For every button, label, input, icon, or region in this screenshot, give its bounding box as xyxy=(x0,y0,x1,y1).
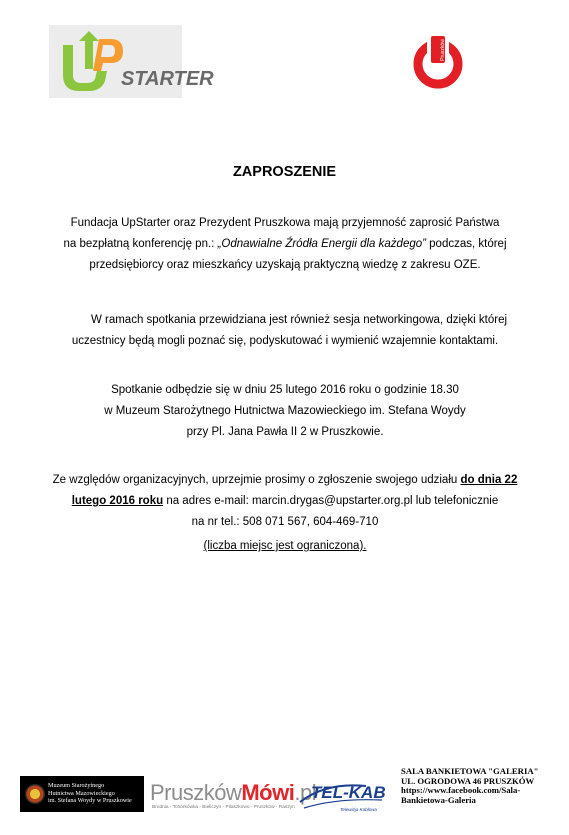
telkab-wordmark: TEL-KAB xyxy=(311,783,386,802)
pm-domain: .pl xyxy=(294,780,317,805)
registration-paragraph xyxy=(50,470,520,533)
event-address-line: przy Pl. Jana Pawła II 2 w Pruszkowie. xyxy=(186,426,384,438)
telkab-logo xyxy=(296,778,388,818)
pm-word-2: Mówi xyxy=(241,780,295,805)
networking-line-1: W ramach spotkania przewidziana jest również sesja networkingowa, dzięki której xyxy=(90,314,508,326)
sala-line-2: UL. OGRODOWA 46 PRUSZKÓW xyxy=(401,775,535,786)
pruszkow-logo xyxy=(410,30,466,90)
registration-line-1 xyxy=(50,470,520,491)
intro-line-2-end: podczas, której xyxy=(425,238,507,250)
muzeum-line-2: Hutnictwa Mazowieckiego xyxy=(48,789,115,797)
event-details-paragraph xyxy=(50,380,520,443)
intro-line-1: Fundacja UpStarter oraz Prezydent Pruszkowa mają przyjemność zaprosić Państwa xyxy=(70,217,500,229)
deadline-part-1: do dnia 22 xyxy=(460,474,518,486)
intro-line-3: przedsiębiorcy oraz mieszkańcy uzyskają praktyczną wiedzę z zakresu OZE. xyxy=(89,259,481,271)
pruszkow-mowi-logo xyxy=(150,780,316,806)
pruszkow-mowi-subtitle: Brodnia - Tchórkówka - Bieliczyn - Pilaszkowo - Pruszków - Raszyn xyxy=(152,805,295,810)
intro-line-2-start: na bezpłatną konferencję pn.: xyxy=(63,238,218,250)
registration-line-2 xyxy=(50,491,520,512)
upstarter-wordmark: STARTER xyxy=(121,68,214,90)
page-title: ZAPROSZENIE xyxy=(232,164,337,180)
muzeum-logo xyxy=(20,776,144,812)
telkab-subtitle: Telewizja Kablowa xyxy=(340,807,377,812)
deadline-part-2: lutego 2016 roku xyxy=(71,495,164,507)
networking-paragraph xyxy=(50,310,520,352)
pruszkow-logo-text: Pruszków xyxy=(440,39,446,61)
muzeum-line-1: Muzeum Starożytnego xyxy=(48,782,105,789)
event-venue-line: w Muzeum Starożytnego Hutnictwa Mazowieckiego im. Stefana Woydy xyxy=(104,405,466,417)
registration-text: Ze względów organizacyjnych, uprzejmie prosimy o zgłoszenie swojego udziału xyxy=(52,474,461,486)
intro-paragraph xyxy=(50,213,520,276)
muzeum-emblem-icon xyxy=(25,784,45,804)
sponsors-footer xyxy=(0,760,569,820)
sala-line-4: Bankietowa-Galeria xyxy=(401,794,476,805)
sala-galeria-info xyxy=(401,767,538,805)
contact-phone-line: na nr tel.: 508 071 567, 604-469-710 xyxy=(191,516,379,528)
pm-word-1: Pruszków xyxy=(150,780,242,805)
intro-line-2 xyxy=(50,234,520,255)
limited-seats-note xyxy=(50,536,520,557)
limited-seats-text: (liczba miejsc jest ograniczona). xyxy=(203,540,367,552)
event-date-line: Spotkanie odbędzie się w dniu 25 lutego 2016 roku o godzinie 18.30 xyxy=(111,384,459,396)
muzeum-line-3: im. Stefana Woydy w Pruszkowie xyxy=(48,797,132,804)
sala-line-1: SALA BANKIETOWA "GALERIA" xyxy=(401,766,539,776)
networking-line-2: uczestnicy będą mogli poznać się, podyskutować i wymienić wzajemnie kontaktami. xyxy=(71,335,499,347)
sala-line-3[interactable]: https://www.facebook.com/Sala- xyxy=(401,785,521,796)
contact-email-text[interactable]: na adres e-mail: marcin.drygas@upstarter.org.pl lub telefonicznie xyxy=(163,495,499,507)
conference-name: „Odnawialne Źródła Energii dla każdego” xyxy=(217,238,426,250)
upstarter-logo xyxy=(49,25,214,98)
